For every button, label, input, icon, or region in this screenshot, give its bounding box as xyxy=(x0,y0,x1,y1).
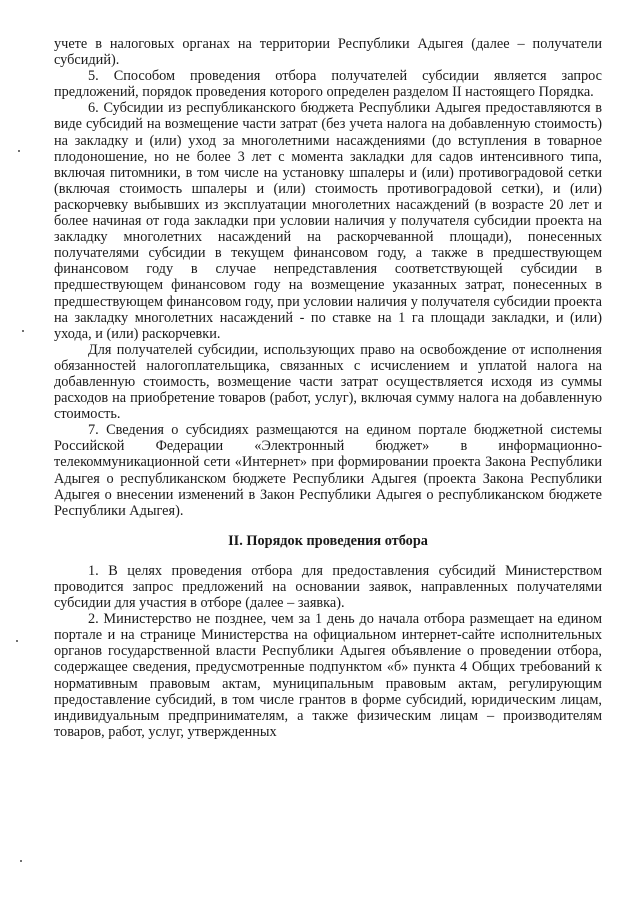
scan-speck xyxy=(18,150,20,152)
section-paragraph-1: 1. В целях проведения отбора для предоставления субсидий Министерством проводится запрос предложений на основании заявок, направленных получателями субсидии для участия в отборе (далее – заявка). xyxy=(54,562,602,612)
paragraph-item-7: 7. Сведения о субсидиях размещаются на едином портале бюджетной системы Российской Федерации «Электронный бюджет» в информационно-телекоммуникационной сети «Интернет» при формировании проекта Закона Республики Адыгея о республиканском бюджете Республики Адыгея (проекта Закона Республики Адыгея о внесении изменений в Закон Республики Адыгея о республиканском бюджете Республики Адыгея). xyxy=(54,422,602,519)
paragraph-item-5: 5. Способом проведения отбора получателей субсидии является запрос предложений, порядок проведения которого определен разделом II настоящего Порядка. xyxy=(54,68,602,101)
scan-speck xyxy=(22,330,24,332)
section-heading: II. Порядок проведения отбора xyxy=(228,532,428,549)
paragraph-vat-exemption: Для получателей субсидии, использующих право на освобождение от исполнения обязанностей налогоплательщика, связанных с исчислением и уплатой налога на добавленную стоимость, возмещение части затрат осуществляется исходя из суммы расходов на приобретение товаров (работ, услуг), включая сумму налога на добавленную стоимость. xyxy=(54,341,602,423)
scan-speck xyxy=(20,860,22,862)
scan-speck xyxy=(16,640,18,642)
paragraph-item-6: 6. Субсидии из республиканского бюджета Республики Адыгея предоставляются в виде субсидий на возмещение части затрат (без учета налога на добавленную стоимость) на закладку и (или) уход за многолетними насаждениями (до вступления в товарное плодоношение, но не более 3 лет с момента закладки для садов интенсивного типа, включая питомники, в том числе на установку шпалеры и (или) противоградовой сетки (включая стоимость шпалеры и (или) стоимость противоградовой сетки), и (или) раскорчевку выбывших из эксплуатации многолетних насаждений (в возрасте 20 лет и более начиная от года закладки при условии наличия у получателя субсидии проекта на закладку многолетних насаждений на раскорчеванной площади), понесенных получателями субсидии в текущем финансовом году, а также в предшествующем финансовом году в случае непредставления соответствующей субсидии в предшествующем финансовом году на возмещение указанных затрат, понесенных в предшествующем финансовом году, при условии наличия у получателя субсидии проекта на закладку многолетних насаждений - по ставке на 1 га площади закладки, и (или) ухода, и (или) раскорчевки. xyxy=(54,100,602,342)
section-paragraph-2: 2. Министерство не позднее, чем за 1 день до начала отбора размещает на едином портале и на странице Министерства на официальном интернет-сайте исполнительных органов государственной власти Республики Адыгея объявление о проведении отбора, содержащее сведения, предусмотренные подпунктом «б» пункта 4 Общих требований к нормативным правовым актам, муниципальным правовым актам, регулирующим предоставление субсидий, в том числе грантов в форме субсидий, юридическим лицам, индивидуальным предпринимателям, а также физическим лицам – производителям товаров, работ, услуг, утвержденных xyxy=(54,611,602,740)
paragraph-continuation: учете в налоговых органах на территории Республики Адыгея (далее – получатели субсидий). xyxy=(54,36,602,69)
